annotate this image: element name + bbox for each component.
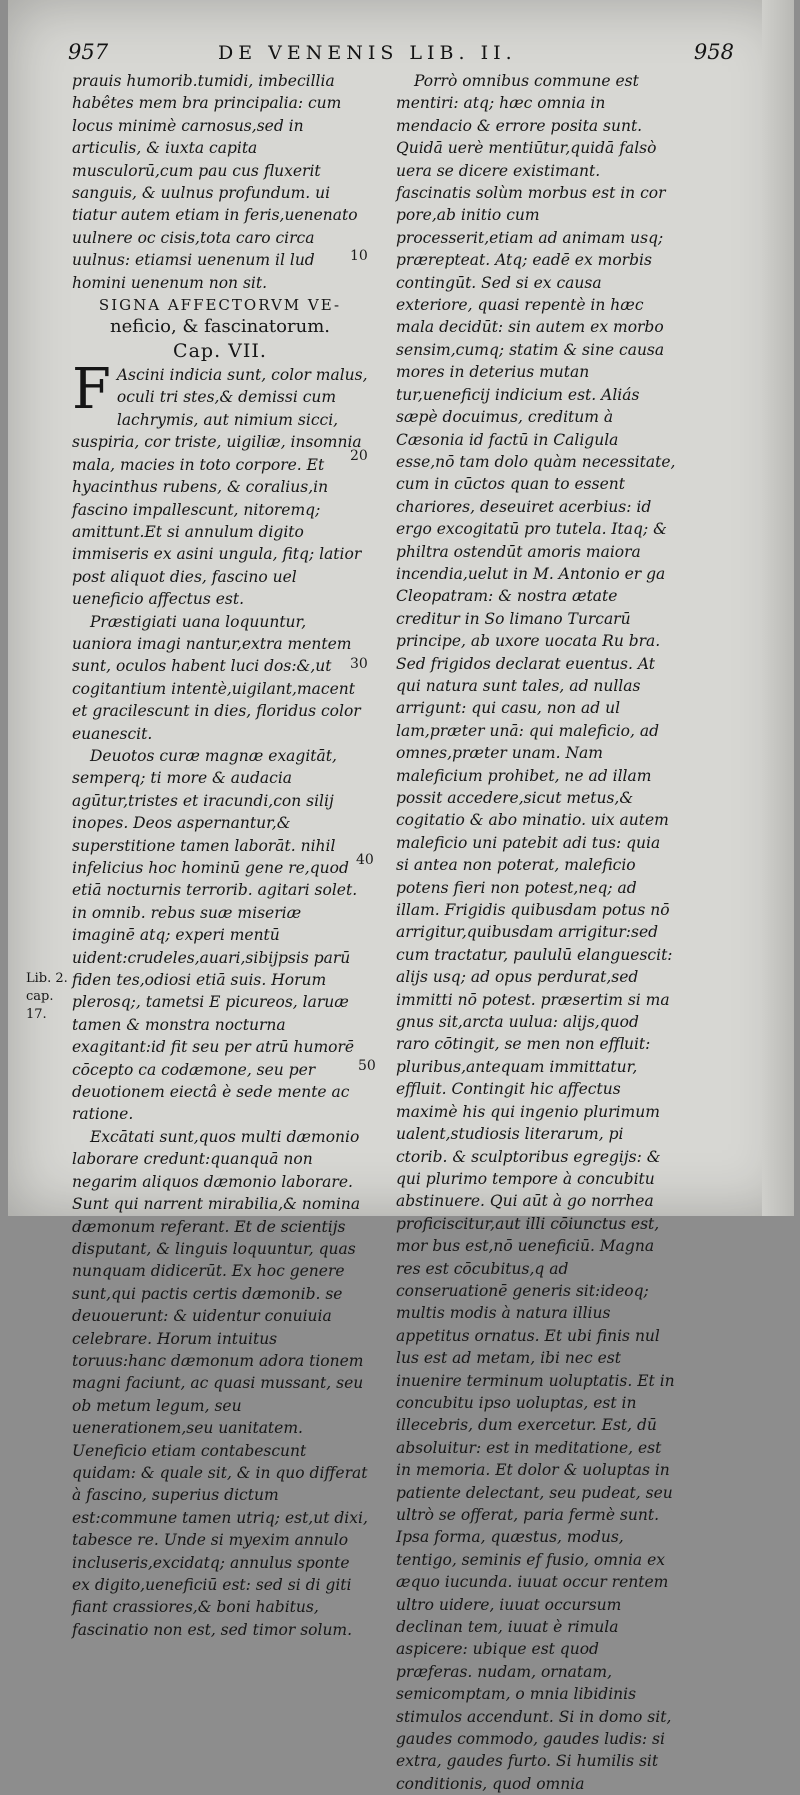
paragraph-signs: [72, 357, 368, 610]
running-title: DE VENENIS LIB. II.: [218, 42, 517, 64]
page-number-right: 958: [693, 40, 734, 64]
paragraph-signs-text: Ascini indicia sunt, color malus, oculi tri stes,& demissi cum lachrymis, aut nimium sicci, suspiria, cor triste, uigiliæ, insomnia mala, macies in toto corpore. Et hyacinthus rubens, & coralius,in fascino impallescunt, nitoremq; amittunt.Et si annulum digito immiseris ex asini ungula, fitq; latior post aliquot dies, fascino uel ueneficio affectus est.: [72, 366, 368, 609]
paragraph-ueneficio: Ueneficio etiam contabescunt quidam: & quale sit, & in quo differat à fascino, superius dictum est:commune tamen utriq; est,ut dixi, tabesce re. Unde si myexim annulo incluseris,excidatq; annulus sponte ex digito,ueneficiū est: sed si di giti fiant crassiores,& boni habitus, fascinatio non est, sed timor solum.: [72, 1441, 368, 1639]
line-number-50: 50: [358, 1058, 376, 1074]
line-number-10: 10: [350, 248, 368, 264]
page-number-left: 957: [68, 40, 109, 64]
right-column: [396, 70, 676, 1795]
paragraph-praestigiati: Præstigiati uana loquuntur, uaniora imagi nantur,extra mentem sunt, oculos habent luci dos:&,ut cogitantium intentè,uigilant,macent et gracilescunt in dies, floridus color euanescit.: [72, 612, 361, 743]
section-heading: SIGNA AFFECTORVM VE-: [98, 296, 342, 315]
line-number-20: 20: [350, 448, 368, 464]
line-number-40: 40: [356, 852, 374, 868]
chapter-heading: Cap. VII.: [173, 340, 267, 363]
margin-note: Lib. 2. cap. 17.: [26, 971, 68, 1022]
page-edge-shadow: [762, 0, 794, 1216]
intro-paragraph: prauis humorib.tumidi, imbecillia habêtes mem bra principalia: cum locus minimè carnosus,sed in articulis, & iuxta capita musculorū,cum pau cus fluxerit sanguis, & uulnus profundum. ui tiatur autem etiam in feris,uenenato uulnere oc cisis,tota caro circa uulnus: etiamsi uenenum il lud homini uenenum non sit.: [72, 72, 358, 292]
paragraph-deuotos: Deuotos curæ magnæ exagitāt, semperq; ti more & audacia agūtur,tristes et iracundi,con silij inopes. Deos aspernantur,& superstitione tamen laborāt. nihil infelicius hoc hominū gene re,quod etiā nocturnis terrorib. agitari solet. in omnib. rebus suæ miseriæ imaginē atq; experi mentū uident:crudeles,auari,sibijpsis parū fiden tes,odiosi etiā suis. Horum plerosq;, tametsi E picureos, laruæ tamen & monstra nocturna exagitant:id fit seu per atrū humorē cōcepto ca codæmone, seu per deuotionem eiectâ è sede mente ac ratione.: [72, 746, 358, 1124]
paragraph-mentiri: Porrò omnibus commune est mentiri: atq; hæc omnia in mendacio & errore posita sunt. Quidā uerè mentiūtur,quidā falsò uera se dicere existimant. fascinatis solùm morbus est in cor pore,ab initio cum processerit,etiam ad animam usq; prærepteat. Atq; eadē ex morbis contingūt. Sed si ex causa exteriore, quasi repentè in hæc mala decidūt: sin autem ex morbo sensim,cumq; statim & sine causa mores in deterius mutan tur,ueneficij indicium est. Aliás sæpè docuimus, creditum à Cæsonia id factū in Caligula esse,nō tam dolo quàm necessitate, cum in cūctos quan to essent chariores, deseuiret acerbius: id ergo excogitatū pro tutela. Itaq; & philtra ostendūt amoris maiora incendia,uelut in M. Antonio er ga Cleopatram: & nostra ætate creditur in So limano Turcarū principe, ab uxore uocata Ru bra. Sed frigidos declarat euentus. At qui natura sunt tales, ad nullas arrigunt: qui casu, non ad ul lam,præter unā: qui maleficio, ad omnes,præter unam. Nam maleficium prohibet, ne ad illam possit accedere,sicut metus,& cogitatio & abo minatio. uix autem maleficio uni patebit adi tus: quia si antea non poterat, maleficio potens fieri non potest,neq; ad illam. Frigidis quibusdam potus nō arrigitur,quibusdam arrigitur:sed cum tractatur, paululū elanguescit: alijs usq; ad opus perdurat,sed immitti nō potest. præsertim si ma gnus sit,arcta uulua: alijs,quod raro cōtingit, se men non effluit: pluribus,antequam immittatur, effluit. Contingit hic affectus maximè his qui ingenio plurimum ualent,studiosis literarum, pi ctorib. & sculptoribus egregijs: & qui plurimo tempore à concubitu abstinuere. Qui aūt à go norrhea proficiscitur,aut illi cōiunctus est, mor bus est,nō ueneficiū. Magna res est cōcubitus,q ad conseruationē generis sit:ideoq; multis modis à natura illius appetitus ornatus. Et ubi finis nul lus est ad metam, ibi nec est inuenire terminum uoluptatis. Et in concubitu ipso uoluptas, est in illecebris, dum exercetur. Est, dū absoluitur: est in meditatione, est in memoria. Et dolor & uoluptas in patiente delectant, seu pudeat, seu ultrò se offerat, paria fermè sunt. Ipsa forma, quæstus, modus, tentigo, seminis ef fusio, omnia ex æquo iucunda. iuuat occur rentem ultro uidere, iuuat occursum declinan tem, iuuat è rimula aspicere: ubique est quod præferas. nudam, ornatam, semicomptam, o mnia libidinis stimulos accendunt. Si in domo sit, gaudes commodo, gaudes ludis: si extra, gaudes furto. Si humilis sit conditionis, quod omnia: [396, 72, 676, 1793]
line-number-30: 30: [350, 656, 368, 672]
book-page: [8, 0, 794, 1793]
running-header: [68, 40, 734, 66]
drop-cap: F: [72, 357, 111, 423]
left-column: [72, 70, 368, 1641]
paragraph-excantati: Excātati sunt,quos multi dæmonio laborare credunt:quanquā non negarim aliquos dæmonio laborare. Sunt qui narrent mirabilia,& nomina dæmonum referant. Et de scientijs disputant, & linguis loquuntur, quas nunquam didicerūt. Ex hoc genere sunt,qui pactis certis dæmonib. se deuouerunt: & uidentur conuiuia celebrare. Horum intuitus toruus:hanc dæmonum adora tionem magni faciunt, ac quasi mussant, seu ob metum legum, seu uenerationem,seu uanitatem.: [72, 1127, 364, 1438]
section-subheading: neficio, & fascinatorum.: [110, 316, 330, 338]
